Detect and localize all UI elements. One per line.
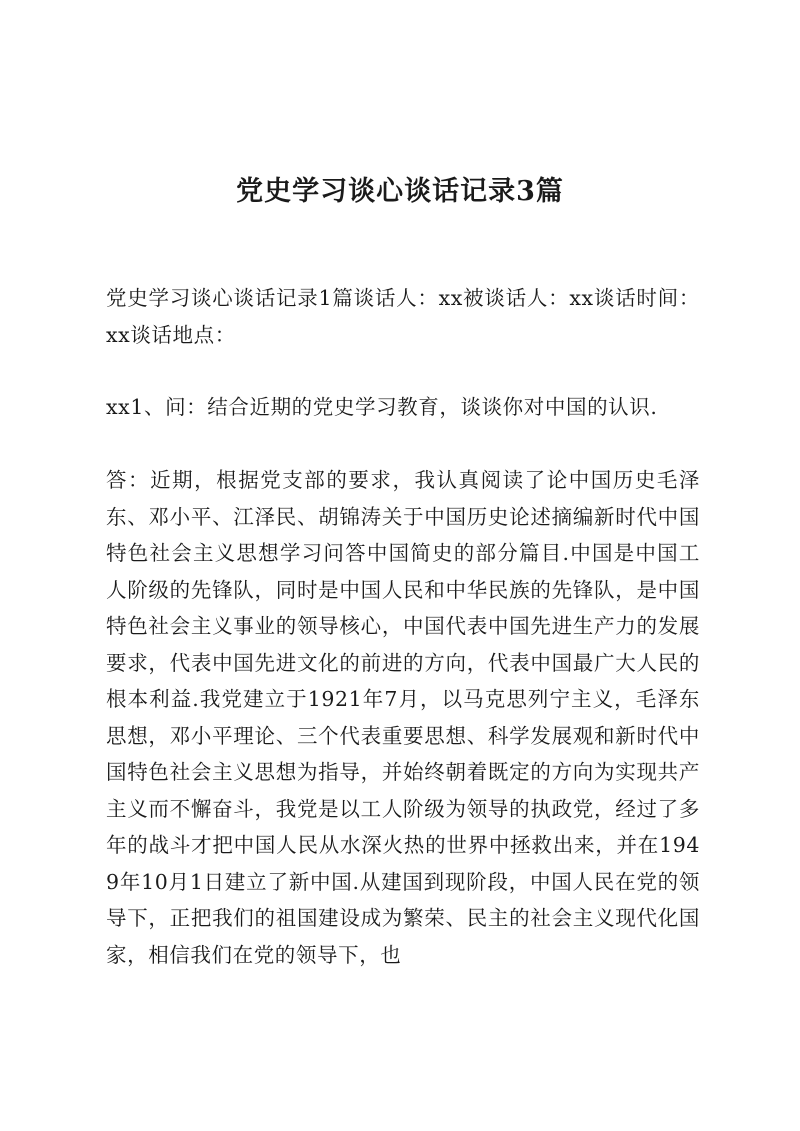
paragraph-question: xx1、问：结合近期的党史学习教育，谈谈你对中国的认识. bbox=[106, 395, 658, 419]
paragraph-answer: 答：近期，根据党支部的要求，我认真阅读了论中国历史毛泽东、邓小平、江泽民、胡锦涛关于中国历史论述摘编新时代中国特色社会主义思想学习问答中国简史的部分篇目.中国是中国工人阶级的先锋队，同时是中国人民和中华民族的先锋队，是中国特色社会主义事业的领导核心，中国代表中国先进生产力的发展要求，代表中国先进文化的前进的方向，代表中国最广大人民的根本利益.我党建立于1921年7月，以马克思列宁主义，毛泽东思想，邓小平理论、三个代表重要思想、科学发展观和新时代中国特色社会主义思想为指导，并始终朝着既定的方向为实现共产主义而不懈奋斗，我党是以工人阶级为领导的执政党，经过了多年的战斗才把中国人民从水深火热的世界中拯救出来，并在1949年10月1日建立了新中国.从建国到现阶段，中国人民在党的领导下，正把我们的祖国建设成为繁荣、民主的社会主义现代化国家，相信我们在党的领导下，也 bbox=[106, 468, 700, 967]
document-title: 党史学习谈心谈话记录3篇 bbox=[236, 176, 564, 208]
paragraph-header-info: 党史学习谈心谈话记录1篇谈话人：xx被谈话人：xx谈话时间：xx谈话地点： bbox=[106, 286, 700, 347]
